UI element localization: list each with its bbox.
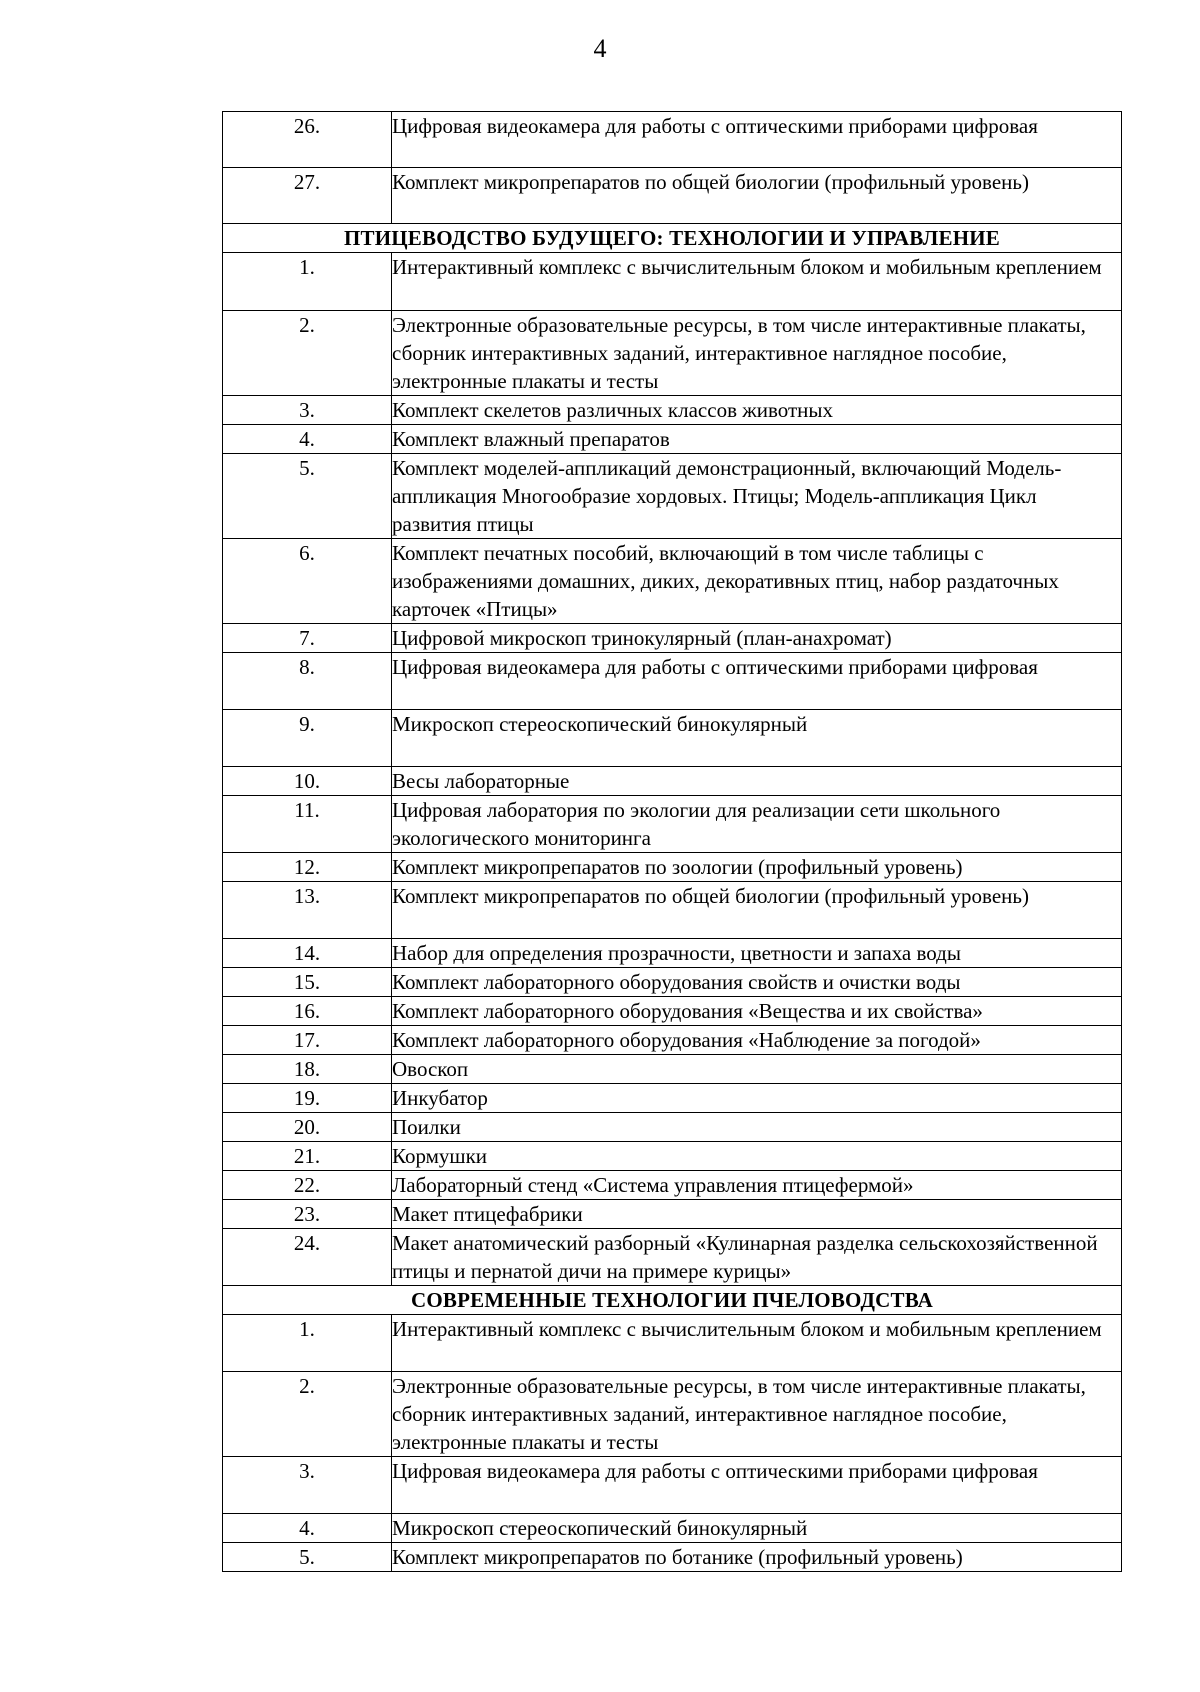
table-row	[223, 396, 1122, 425]
item-description: Комплект микропрепаратов по ботанике (профильный уровень)	[392, 1543, 1122, 1572]
table-row	[223, 653, 1122, 710]
table-row	[223, 939, 1122, 968]
item-description: Интерактивный комплекс с вычислительным блоком и мобильным креплением	[392, 1315, 1122, 1372]
item-description: Поилки	[392, 1113, 1122, 1142]
item-description: Комплект микропрепаратов по общей биологии (профильный уровень)	[392, 168, 1122, 224]
equipment-table-body	[223, 112, 1122, 1572]
item-description: Электронные образовательные ресурсы, в том числе интерактивные плакаты, сборник интерактивных заданий, интерактивное наглядное пособие, электронные плакаты и тесты	[392, 311, 1122, 396]
table-row	[223, 1543, 1122, 1572]
item-description: Набор для определения прозрачности, цветности и запаха воды	[392, 939, 1122, 968]
row-number: 2.	[223, 1372, 392, 1457]
row-number: 5.	[223, 454, 392, 539]
item-description: Инкубатор	[392, 1084, 1122, 1113]
row-number: 1.	[223, 253, 392, 311]
item-description: Макет птицефабрики	[392, 1200, 1122, 1229]
table-row	[223, 539, 1122, 624]
table-row	[223, 253, 1122, 311]
item-description: Цифровая видеокамера для работы с оптическими приборами цифровая	[392, 653, 1122, 710]
table-row	[223, 311, 1122, 396]
row-number: 11.	[223, 796, 392, 853]
table-row	[223, 1457, 1122, 1514]
table-row	[223, 1142, 1122, 1171]
row-number: 22.	[223, 1171, 392, 1200]
row-number: 7.	[223, 624, 392, 653]
table-row	[223, 1026, 1122, 1055]
row-number: 9.	[223, 710, 392, 767]
item-description: Комплект лабораторного оборудования «Наблюдение за погодой»	[392, 1026, 1122, 1055]
row-number: 24.	[223, 1229, 392, 1286]
table-row	[223, 1229, 1122, 1286]
item-description: Цифровая видеокамера для работы с оптическими приборами цифровая	[392, 112, 1122, 168]
equipment-table	[222, 111, 1122, 1572]
item-description: Комплект печатных пособий, включающий в том числе таблицы с изображениями домашних, диких, декоративных птиц, набор раздаточных карточек «Птицы»	[392, 539, 1122, 624]
section-title: СОВРЕМЕННЫЕ ТЕХНОЛОГИИ ПЧЕЛОВОДСТВА	[223, 1286, 1122, 1315]
item-description: Комплект скелетов различных классов животных	[392, 396, 1122, 425]
item-description: Комплект влажный препаратов	[392, 425, 1122, 454]
row-number: 15.	[223, 968, 392, 997]
item-description: Комплект микропрепаратов по зоологии (профильный уровень)	[392, 853, 1122, 882]
row-number: 12.	[223, 853, 392, 882]
table-row	[223, 710, 1122, 767]
row-number: 23.	[223, 1200, 392, 1229]
table-row	[223, 882, 1122, 939]
row-number: 27.	[223, 168, 392, 224]
table-row	[223, 425, 1122, 454]
table-row	[223, 853, 1122, 882]
item-description: Комплект лабораторного оборудования «Вещества и их свойства»	[392, 997, 1122, 1026]
item-description: Цифровая лаборатория по экологии для реализации сети школьного экологического мониторинга	[392, 796, 1122, 853]
row-number: 16.	[223, 997, 392, 1026]
table-row	[223, 454, 1122, 539]
table-row	[223, 796, 1122, 853]
item-description: Комплект лабораторного оборудования свойств и очистки воды	[392, 968, 1122, 997]
item-description: Микроскоп стереоскопический бинокулярный	[392, 1514, 1122, 1543]
item-description: Микроскоп стереоскопический бинокулярный	[392, 710, 1122, 767]
item-description: Лабораторный стенд «Система управления птицефермой»	[392, 1171, 1122, 1200]
item-description: Макет анатомический разборный «Кулинарная разделка сельскохозяйственной птицы и пернатой дичи на примере курицы»	[392, 1229, 1122, 1286]
section-header-row	[223, 224, 1122, 253]
table-row	[223, 1315, 1122, 1372]
item-description: Овоскоп	[392, 1055, 1122, 1084]
page-number: 4	[593, 34, 607, 63]
row-number: 10.	[223, 767, 392, 796]
row-number: 3.	[223, 396, 392, 425]
row-number: 19.	[223, 1084, 392, 1113]
row-number: 17.	[223, 1026, 392, 1055]
table-row	[223, 1171, 1122, 1200]
table-row	[223, 624, 1122, 653]
table-row	[223, 1200, 1122, 1229]
item-description: Цифровой микроскоп тринокулярный (план-анахромат)	[392, 624, 1122, 653]
row-number: 26.	[223, 112, 392, 168]
item-description: Весы лабораторные	[392, 767, 1122, 796]
row-number: 21.	[223, 1142, 392, 1171]
item-description: Комплект микропрепаратов по общей биологии (профильный уровень)	[392, 882, 1122, 939]
item-description: Цифровая видеокамера для работы с оптическими приборами цифровая	[392, 1457, 1122, 1514]
table-row	[223, 767, 1122, 796]
table-row	[223, 1084, 1122, 1113]
table-row	[223, 168, 1122, 224]
table-row	[223, 1113, 1122, 1142]
section-title: ПТИЦЕВОДСТВО БУДУЩЕГО: ТЕХНОЛОГИИ И УПРАВЛЕНИЕ	[223, 224, 1122, 253]
row-number: 13.	[223, 882, 392, 939]
row-number: 18.	[223, 1055, 392, 1084]
table-row	[223, 1055, 1122, 1084]
row-number: 14.	[223, 939, 392, 968]
section-header-row	[223, 1286, 1122, 1315]
row-number: 5.	[223, 1543, 392, 1572]
table-row	[223, 997, 1122, 1026]
row-number: 4.	[223, 1514, 392, 1543]
item-description: Кормушки	[392, 1142, 1122, 1171]
row-number: 2.	[223, 311, 392, 396]
item-description: Интерактивный комплекс с вычислительным блоком и мобильным креплением	[392, 253, 1122, 311]
table-row	[223, 1372, 1122, 1457]
row-number: 8.	[223, 653, 392, 710]
row-number: 20.	[223, 1113, 392, 1142]
row-number: 3.	[223, 1457, 392, 1514]
table-row	[223, 968, 1122, 997]
row-number: 4.	[223, 425, 392, 454]
table-row	[223, 112, 1122, 168]
row-number: 1.	[223, 1315, 392, 1372]
table-row	[223, 1514, 1122, 1543]
item-description: Комплект моделей-аппликаций демонстрационный, включающий Модель-аппликация Многообразие хордовых. Птицы; Модель-аппликация Цикл развития птицы	[392, 454, 1122, 539]
item-description: Электронные образовательные ресурсы, в том числе интерактивные плакаты, сборник интерактивных заданий, интерактивное наглядное пособие, электронные плакаты и тесты	[392, 1372, 1122, 1457]
row-number: 6.	[223, 539, 392, 624]
